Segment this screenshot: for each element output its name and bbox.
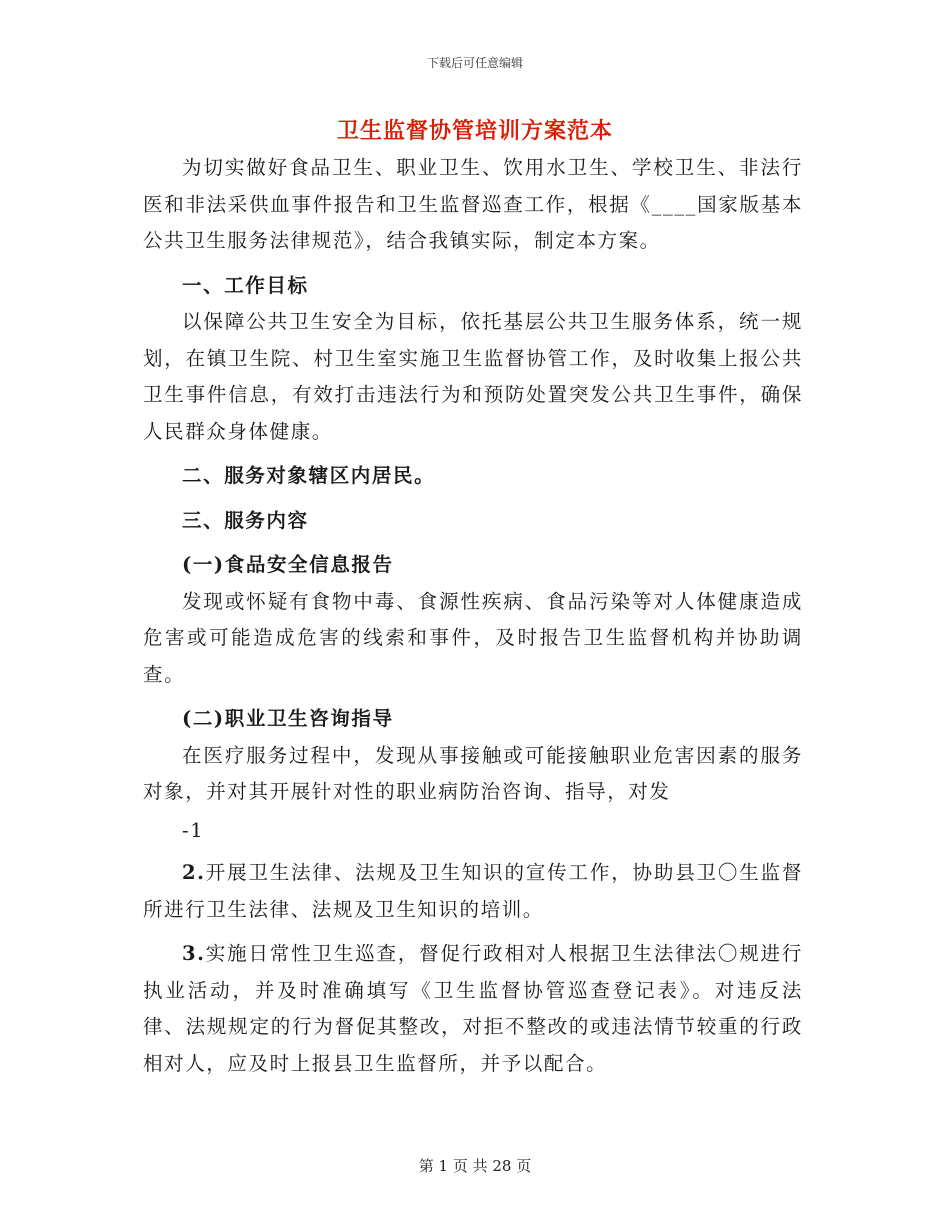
page-marker: -1 bbox=[182, 818, 205, 842]
list-item-3-number: 3. bbox=[182, 942, 206, 965]
heading-occupational-health: (二)职业卫生咨询指导 bbox=[182, 707, 394, 730]
list-item-2 bbox=[143, 855, 803, 928]
heading-food-safety: (一)食品安全信息报告 bbox=[182, 553, 394, 576]
heading-work-goal: 一、工作目标 bbox=[182, 273, 309, 297]
paragraph-goal: 以保障公共卫生安全为目标，依托基层公共卫生服务体系，统一规划，在镇卫生院、村卫生室实施卫生监督协管工作，及时收集上报公共卫生事件信息，有效打击违法行为和预防处置突发公共卫生事件，确保人民群众身体健康。 bbox=[143, 310, 803, 443]
list-item-2-text: 开展卫生法律、法规及卫生知识的宣传工作，协助县卫〇生监督所进行卫生法律、法规及卫生知识的培训。 bbox=[143, 861, 803, 921]
document-body bbox=[143, 150, 803, 1082]
heading-service-content: 三、服务内容 bbox=[182, 508, 309, 532]
paragraph-occupational-health: 在医疗服务过程中，发现从事接触或可能接触职业危害因素的服务对象，并对其开展针对性的职业病防治咨询、指导，对发 bbox=[143, 743, 803, 803]
page-footer: 第 1 页 共 28 页 bbox=[418, 1157, 532, 1175]
document-title: 卫生监督协管培训方案范本 bbox=[336, 118, 613, 144]
paragraph-food-safety: 发现或怀疑有食物中毒、食源性疾病、食品污染等对人体健康造成危害或可能造成危害的线索和事件，及时报告卫生监督机构并协助调查。 bbox=[143, 589, 803, 686]
list-item-3-text: 实施日常性卫生巡查，督促行政相对人根据卫生法律法〇规进行执业活动，并及时准确填写《卫生监督协管巡查登记表》。对违反法律、法规规定的行为督促其整改，对拒不整改的或违法情节较重的行政相对人，应及时上报县卫生监督所，并予以配合。 bbox=[143, 942, 803, 1075]
list-item-3 bbox=[143, 936, 803, 1082]
paragraph-intro: 为切实做好食品卫生、职业卫生、饮用水卫生、学校卫生、非法行医和非法采供血事件报告和卫生监督巡查工作，根据《____国家版基本公共卫生服务法律规范》，结合我镇实际，制定本方案。 bbox=[143, 156, 803, 252]
list-item-2-number: 2. bbox=[182, 861, 206, 884]
heading-service-target: 二、服务对象辖区内居民。 bbox=[182, 464, 436, 487]
header-note: 下载后可任意编辑 bbox=[426, 56, 523, 70]
